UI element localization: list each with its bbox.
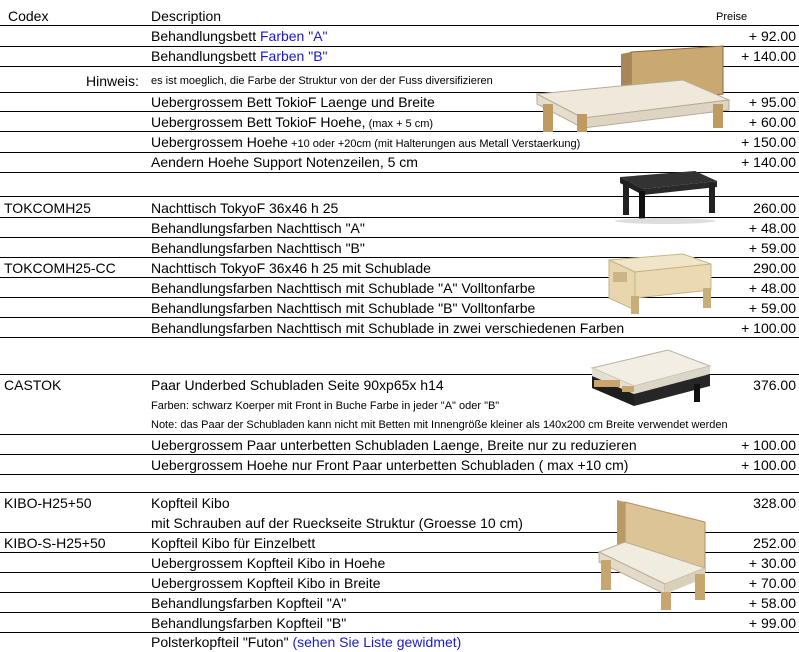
- row-divider: [0, 25, 799, 26]
- nightstand-row: Nachttisch TokyoF 36x46 h 25 mit Schublade: [151, 260, 431, 276]
- price: + 150.00: [741, 134, 796, 150]
- headboard-bed-image: [595, 492, 715, 612]
- price: + 95.00: [748, 94, 796, 110]
- price: + 70.00: [748, 575, 796, 591]
- farben-a-link[interactable]: Farben "A": [259, 28, 328, 44]
- nightstand-row: Behandlungsfarben Nachttisch mit Schublade "B" Volltonfarbe: [151, 300, 536, 316]
- code-kibo-h25-50: KIBO-H25+50: [4, 495, 92, 511]
- price: + 99.00: [748, 615, 796, 631]
- price: + 60.00: [748, 114, 796, 130]
- price: 260.00: [753, 200, 796, 216]
- bed-row-farben-a: Behandlungsbett Farben "A": [151, 28, 328, 44]
- price: + 59.00: [748, 300, 796, 316]
- liste-link[interactable]: (sehen Sie Liste gewidmet): [292, 634, 462, 650]
- drawers-row: Uebergrossem Hoehe nur Front Paar unterbetten Schubladen ( max +10 cm): [151, 457, 629, 473]
- headboard-row: Uebergrossem Kopfteil Kibo in Hoehe: [151, 555, 386, 571]
- row-divider: [0, 612, 799, 613]
- nightstand-drawer-image: [605, 250, 715, 316]
- price: 290.00: [753, 260, 796, 276]
- bed-row-hoehe: Uebergrossem Bett TokioF Hoehe, (max + 5 cm): [151, 114, 434, 130]
- price: + 58.00: [748, 595, 796, 611]
- headboard-row: Kopfteil Kibo für Einzelbett: [151, 535, 316, 551]
- underbed-drawers-image: [588, 340, 713, 412]
- row-divider: [0, 152, 799, 153]
- description-header: Description: [151, 8, 222, 24]
- headboard-row: Behandlungsfarben Kopfteil "B": [151, 615, 347, 631]
- code-kibo-s-h25-50: KIBO-S-H25+50: [4, 535, 106, 551]
- bed-row-farben-b: Behandlungsbett Farben "B": [151, 48, 328, 64]
- drawers-row: Paar Underbed Schubladen Seite 90xp65x h14: [151, 377, 444, 393]
- code-tokcomh25: TOKCOMH25: [4, 200, 91, 216]
- drawers-note-size: Note: das Paar der Schubladen kann nicht mit Betten mit Innengröße kleiner als 140x200 cm Breite verwendet werden: [151, 419, 728, 431]
- nightstand-row: Behandlungsfarben Nachttisch mit Schublade "A" Volltonfarbe: [151, 280, 536, 296]
- bed-row-laenge-breite: Uebergrossem Bett TokioF Laenge und Breite: [151, 94, 435, 110]
- bed-row-support: Aendern Hoehe Support Notenzeilen, 5 cm: [151, 154, 418, 170]
- price: + 48.00: [748, 220, 796, 236]
- row-divider: [0, 474, 799, 475]
- headboard-row-futon: Polsterkopfteil "Futon" (sehen Sie Liste gewidmet): [151, 634, 462, 650]
- price: + 140.00: [741, 154, 796, 170]
- row-divider: [0, 337, 799, 338]
- nightstand-row: Nachttisch TokyoF 36x46 h 25: [151, 200, 339, 216]
- price: + 140.00: [741, 48, 796, 64]
- row-divider: [0, 237, 799, 238]
- hint-text: es ist moeglich, die Farbe der Struktur von der der Fuss diversifizieren: [151, 75, 493, 87]
- price: + 59.00: [748, 240, 796, 256]
- preise-header: Preise: [716, 11, 748, 23]
- price: 376.00: [753, 377, 796, 393]
- price: + 48.00: [748, 280, 796, 296]
- price: + 30.00: [748, 555, 796, 571]
- row-divider: [0, 317, 799, 318]
- price: + 100.00: [741, 457, 796, 473]
- headboard-row: mit Schrauben auf der Rueckseite Struktur (Groesse 10 cm): [151, 515, 523, 531]
- nightstand-row: Behandlungsfarben Nachttisch "A": [151, 220, 365, 236]
- nightstand-dark-image: [605, 167, 720, 225]
- headboard-row: Kopfteil Kibo: [151, 495, 230, 511]
- row-divider: [0, 434, 799, 435]
- drawers-note-colors: Farben: schwarz Koerper mit Front in Buche Farbe in jeder "A" oder "B": [151, 400, 500, 412]
- nightstand-row: Behandlungsfarben Nachttisch mit Schublade in zwei verschiedenen Farben: [151, 320, 625, 336]
- code-castok: CASTOK: [4, 377, 62, 393]
- headboard-row: Uebergrossem Kopfteil Kibo in Breite: [151, 575, 381, 591]
- code-tokcomh25-cc: TOKCOMH25-CC: [4, 260, 116, 276]
- price: + 100.00: [741, 320, 796, 336]
- price: 252.00: [753, 535, 796, 551]
- price: + 92.00: [748, 28, 796, 44]
- price: + 100.00: [741, 437, 796, 453]
- farben-b-link[interactable]: Farben "B": [259, 48, 328, 64]
- row-divider: [0, 632, 799, 633]
- nightstand-row: Behandlungsfarben Nachttisch "B": [151, 240, 365, 256]
- bed-image: [533, 44, 733, 134]
- codex-header: Codex: [8, 8, 49, 24]
- bed-row-hoehe-10-20: Uebergrossem Hoehe +10 oder +20cm (mit Halterungen aus Metall Verstaerkung): [151, 134, 581, 150]
- row-divider: [0, 454, 799, 455]
- hint-label: Hinweis:: [86, 73, 139, 89]
- price: 328.00: [753, 495, 796, 511]
- drawers-row: Uebergrossem Paar unterbetten Schubladen Laenge, Breite nur zu reduzieren: [151, 437, 637, 453]
- headboard-row: Behandlungsfarben Kopfteil "A": [151, 595, 347, 611]
